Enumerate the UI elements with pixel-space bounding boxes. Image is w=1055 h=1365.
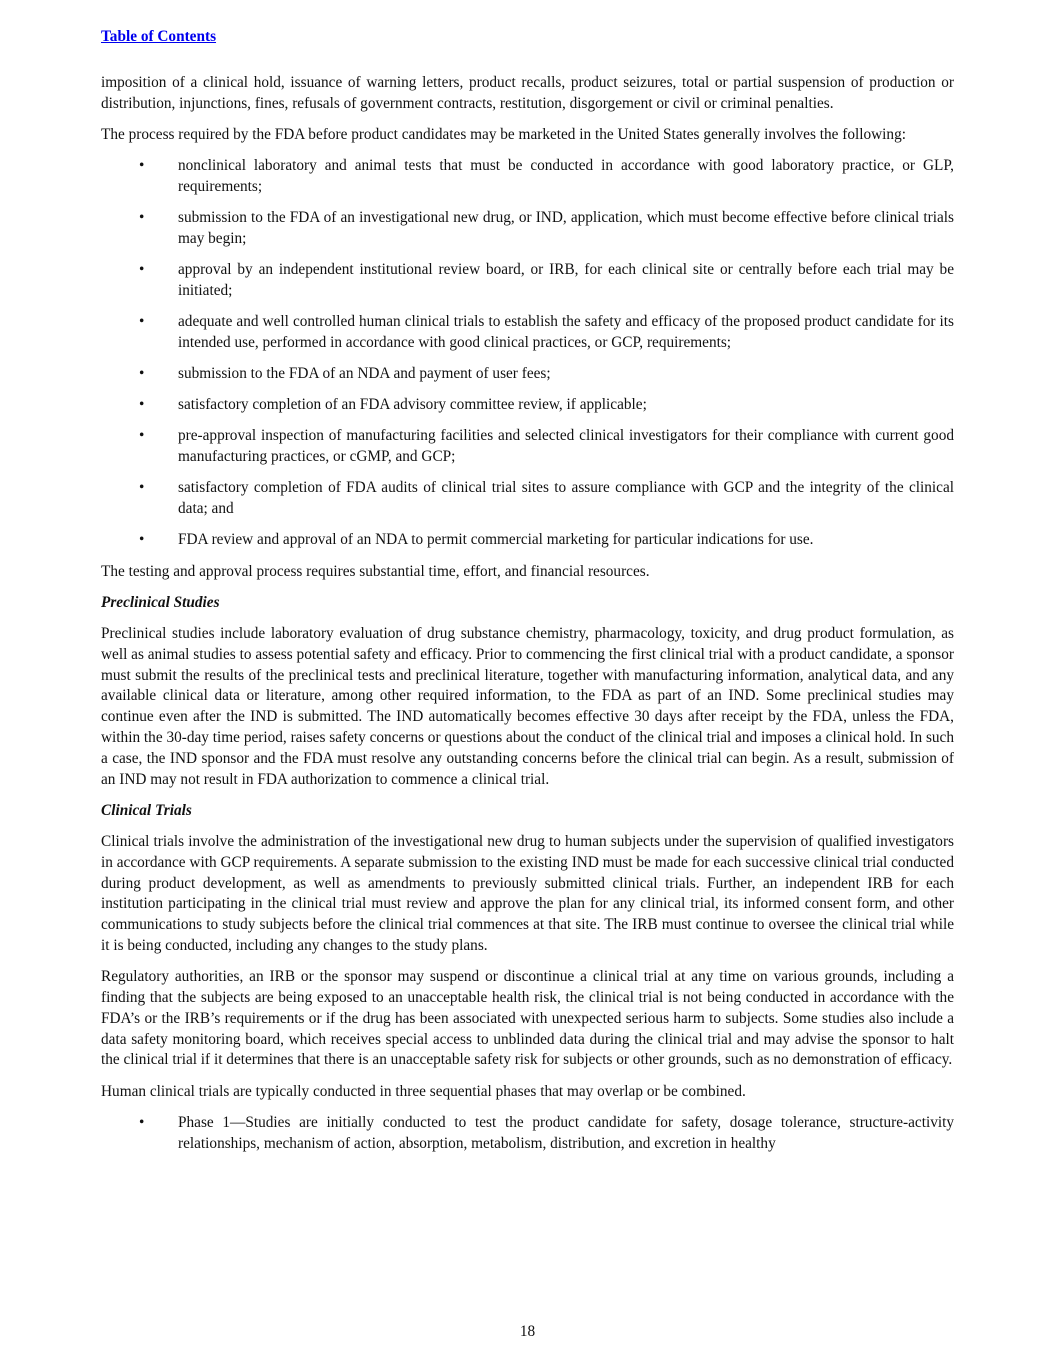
list-item-text: adequate and well controlled human clinical trials to establish the safety and efficacy of the proposed product candidate for its intended use, performed in accordance with good clinical practices, or GCP, requirements; — [178, 313, 954, 351]
heading-preclinical-studies: Preclinical Studies — [101, 593, 220, 611]
list-item — [101, 364, 954, 385]
list-item-text: satisfactory completion of an FDA advisory committee review, if applicable; — [178, 396, 647, 414]
phases-list — [101, 1113, 954, 1155]
list-item-text: approval by an independent institutional review board, or IRB, for each clinical site or centrally before each trial may be initiated; — [178, 261, 954, 299]
paragraph-testing-resources: The testing and approval process requires substantial time, effort, and financial resources. — [101, 562, 650, 580]
list-item-text: submission to the FDA of an investigational new drug, or IND, application, which must become effective before clinical trials may begin; — [178, 209, 954, 247]
heading-clinical-trials: Clinical Trials — [101, 801, 192, 819]
list-item-text: satisfactory completion of FDA audits of clinical trial sites to assure compliance with GCP and the integrity of the clinical data; and — [178, 479, 954, 518]
document-body — [101, 73, 954, 1165]
list-item — [101, 208, 954, 250]
list-item — [101, 395, 954, 416]
bullet-icon: • — [139, 157, 145, 175]
paragraph-preclinical: Preclinical studies include laboratory evaluation of drug substance chemistry, pharmacology, toxicity, and drug product formulation, as well as animal studies to assess potential safety and efficacy. Prior to commencing the first clinical trial with a product candidate, a sponsor must submit the results of the preclinical tests and preclinical literature, together with manufacturing information, analytical data, and any available clinical data or literature, among other required information, to the FDA as part of an IND. Some preclinical studies may continue even after the IND is submitted. The IND automatically becomes effective 30 days after receipt by the FDA, unless the FDA, within the 30-day time period, raises safety concerns or questions about the conduct of the clinical trial and imposes a clinical hold. In such a case, the IND sponsor and the FDA must resolve any outstanding concerns before the clinical trial can begin. As a result, submission of an IND may not result in FDA authorization to commence a clinical trial. — [101, 625, 954, 788]
bullet-icon: • — [139, 427, 145, 445]
page-number: 18 — [519, 1323, 536, 1340]
bullet-icon: • — [139, 365, 145, 383]
list-item — [101, 426, 954, 468]
list-item-text: pre-approval inspection of manufacturing facilities and selected clinical investigators for their compliance with current good manufacturing practices, or cGMP, and GCP; — [178, 427, 954, 466]
bullet-icon: • — [139, 313, 145, 331]
list-item-text: Phase 1—Studies are initially conducted to test the product candidate for safety, dosage tolerance, structure-activity relationships, mechanism of action, absorption, metabolism, distribution, and excretion in healthy — [178, 1113, 954, 1152]
paragraph-penalties: imposition of a clinical hold, issuance of warning letters, product recalls, product seizures, total or partial suspension of production or distribution, injunctions, fines, refusals of government contracts, restitution, disgorgement or civil or criminal penalties. — [101, 74, 954, 112]
list-item — [101, 156, 954, 198]
list-item — [101, 312, 954, 354]
paragraph-phases-intro: Human clinical trials are typically conducted in three sequential phases that may overlap or be combined. — [101, 1082, 746, 1100]
list-item — [101, 1113, 954, 1155]
bullet-icon: • — [139, 479, 145, 497]
list-item — [101, 530, 954, 551]
bullet-icon: • — [139, 1113, 145, 1131]
list-item-text: submission to the FDA of an NDA and payment of user fees; — [178, 365, 551, 383]
list-item — [101, 260, 954, 302]
list-item-text: nonclinical laboratory and animal tests that must be conducted in accordance with good laboratory practice, or GLP, requirements; — [178, 157, 954, 195]
paragraph-process-intro: The process required by the FDA before product candidates may be marketed in the United States generally involves the following: — [101, 125, 906, 143]
bullet-icon: • — [139, 209, 145, 227]
paragraph-regulatory-suspension: Regulatory authorities, an IRB or the sponsor may suspend or discontinue a clinical trial at any time on various grounds, including a finding that the subjects are being exposed to an unacceptable health risk, the clinical trial is not being conducted in accordance with the FDA’s or the IRB’s requirements or if the drug has been associated with unexpected serious harm to subjects. Some studies also include a data safety monitoring board, which receives special access to unblinded data during the clinical trial and may advise the sponsor to halt the clinical trial if it determines that there is an unacceptable safety risk for subjects or other grounds, such as no demonstration of efficacy. — [101, 968, 954, 1069]
table-of-contents-link[interactable]: Table of Contents — [101, 28, 217, 45]
paragraph-clinical-trials: Clinical trials involve the administration of the investigational new drug to human subjects under the supervision of qualified investigators in accordance with GCP requirements. A separate submission to the existing IND must be made for each successive clinical trial conducted during product development, as well as amendments to previously submitted clinical trials. Further, an independent IRB for each institution participating in the clinical trial must review and approve the plan for any clinical trial, its informed consent form, and other communications to study subjects before the clinical trial commences at that site. The IRB must continue to oversee the clinical trial while it is being conducted, including any changes to the study plans. — [101, 832, 954, 954]
bullet-icon: • — [139, 396, 145, 414]
bullet-icon: • — [139, 261, 145, 279]
bullet-icon: • — [139, 531, 145, 549]
list-item — [101, 478, 954, 520]
list-item-text: FDA review and approval of an NDA to permit commercial marketing for particular indications for use. — [178, 531, 814, 549]
process-steps-list — [101, 156, 954, 551]
